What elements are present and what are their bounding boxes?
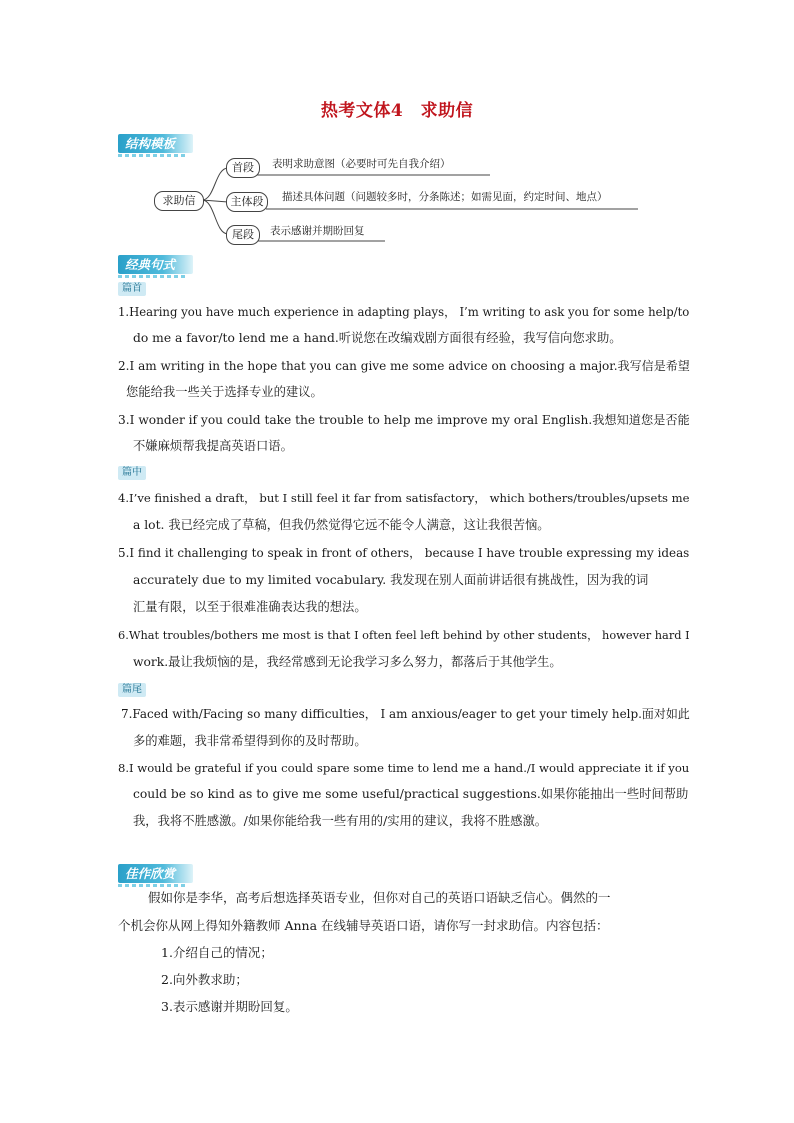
sentence-line: 7.Faced with/Facing so many difficulties， I am anxious/eager to get your timely help.面对如此 [121,707,690,721]
task-paragraph: 个机会你从网上得知外籍教师 Anna 在线辅导英语口语，请你写一封求助信。内容包括： [118,918,609,933]
part-tag-ending: 篇尾 [118,683,146,697]
sentence-line: accurately due to my limited vocabulary. 我发现在别人面前讲话很有挑战性，因为我的词 [133,573,649,587]
task-item: 1.介绍自己的情况； [161,945,273,960]
sentence-line: 4.I’ve finished a draft， but I still feel it far from satisfactory， which bothers/troubles/upsets me [118,491,690,505]
sentence-line: 3.I wonder if you could take the trouble to help me improve my oral English.我想知道您是否能 [118,413,690,427]
sentence-line: 您能给我一些关于选择专业的建议。 [126,385,323,399]
sentence-line: could be so kind as to give me some useful/practical suggestions.如果你能抽出一些时间帮助 [133,787,689,801]
part-tag-opening: 篇首 [118,282,146,296]
diagram-desc-last: 表示感谢并期盼回复 [270,225,365,237]
sentence-line: 不嫌麻烦帮我提高英语口语。 [133,439,293,453]
section-tag-structure: 结构模板 [118,134,193,153]
task-item: 3.表示感谢并期盼回复。 [161,999,298,1014]
sentence-line: work.最让我烦恼的是，我经常感到无论我学习多么努力，都落后于其他学生。 [133,655,562,669]
diagram-branch-last: 尾段 [226,225,260,245]
section-tag-sentences: 经典句式 [118,255,193,274]
sentence-line: 我，我将不胜感激。/如果你能给我一些有用的/实用的建议，我将不胜感激。 [133,814,548,828]
task-paragraph: 假如你是李华，高考后想选择英语专业，但你对自己的英语口语缺乏信心。偶然的一 [148,890,611,905]
sentence-line: a lot. 我已经完成了草稿，但我仍然觉得它远不能令人满意，这让我很苦恼。 [133,518,550,532]
diagram-branch-first: 首段 [226,158,260,178]
page-title: 热考文体4 求助信 [320,101,474,121]
sentence-line: 5.I find it challenging to speak in front of others， because I have trouble expressing my ideas [118,546,690,560]
sentence-line: 多的难题，我非常希望得到你的及时帮助。 [133,734,367,748]
task-item: 2.向外教求助； [161,972,248,987]
section-tag-appreciation: 佳作欣赏 [118,864,193,883]
structure-diagram [150,152,650,247]
sentence-line: do me a favor/to lend me a hand.听说您在改编戏剧方面很有经验，我写信向您求助。 [133,331,622,345]
sentence-line: 6.What troubles/bothers me most is that I often feel left behind by other students， however hard I [118,628,690,642]
sentence-line: 8.I would be grateful if you could spare some time to lend me a hand./I would appreciate it if you [118,761,690,775]
part-tag-middle: 篇中 [118,466,146,480]
diagram-desc-body: 描述具体问题（问题较多时，分条陈述；如需见面，约定时间、地点） [282,191,608,203]
sentence-line: 1.Hearing you have much experience in adapting plays， I’m writing to ask you for some help/to [118,305,690,319]
diagram-branch-body: 主体段 [226,192,268,212]
sentence-line: 2.I am writing in the hope that you can give me some advice on choosing a major.我写信是希望 [118,359,690,373]
diagram-desc-first: 表明求助意图（必要时可先自我介绍） [272,158,451,170]
diagram-root: 求助信 [154,191,204,211]
sentence-line: 汇量有限，以至于很难准确表达我的想法。 [133,600,367,614]
